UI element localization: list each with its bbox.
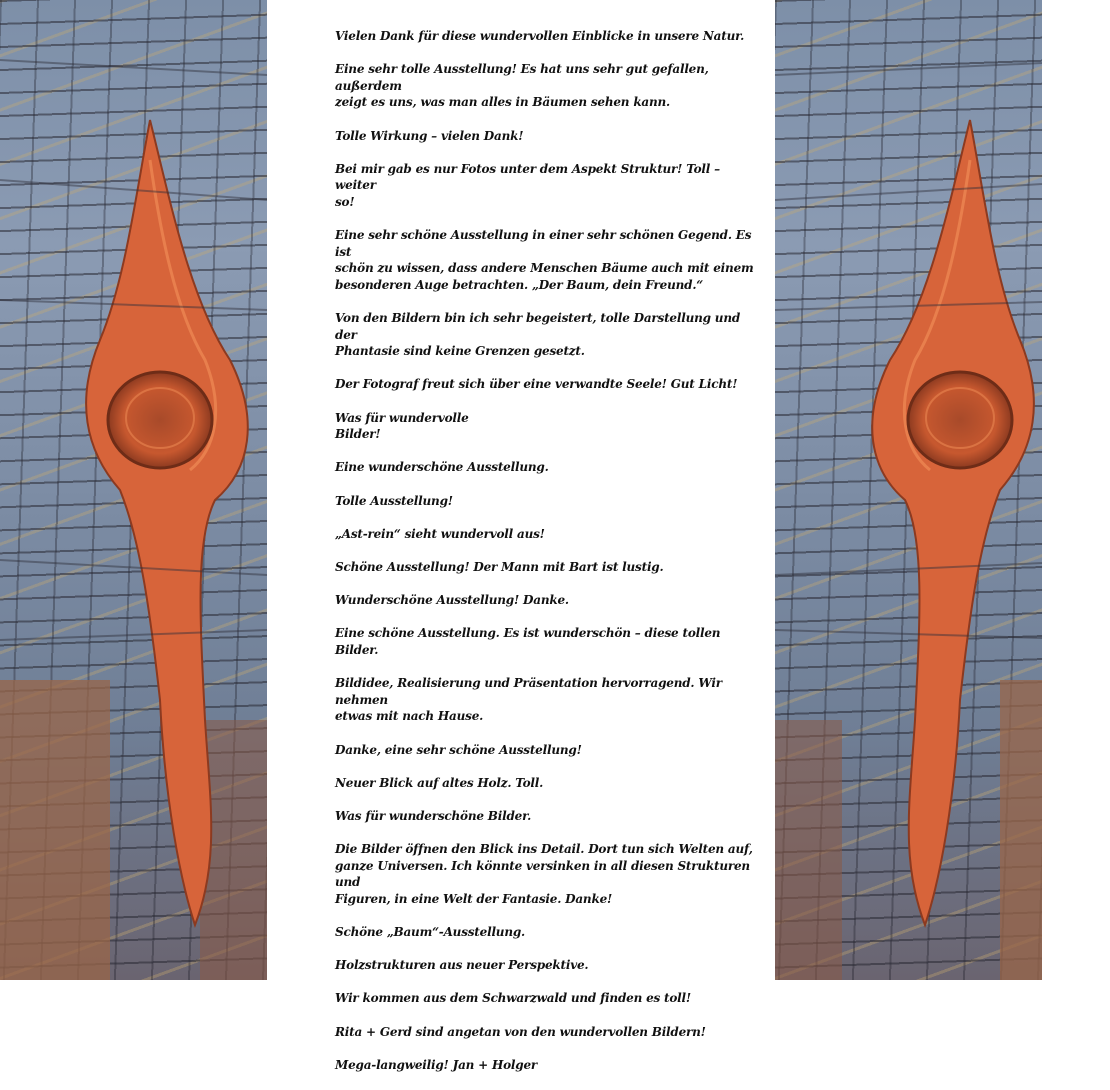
comment-item: Eine schöne Ausstellung. Es ist wunderschön – diese tollen Bilder.	[335, 626, 721, 657]
comment-item: Schöne „Baum“-Ausstellung.	[335, 925, 526, 940]
comment-item: Von den Bildern bin ich sehr begeistert, tolle Darstellung und der Phantasie sind keine Grenzen gesetzt.	[335, 311, 741, 359]
comment-list	[335, 28, 755, 1090]
guestbook-comments-panel	[267, 0, 775, 1072]
comment-item: Was für wunderschöne Bilder.	[335, 808, 532, 823]
comment-item: Wunderschöne Ausstellung! Danke.	[335, 593, 569, 608]
comment-item: Mega-langweilig! Jan + Holger	[335, 1057, 538, 1072]
comment-item: Tolle Ausstellung!	[335, 493, 453, 508]
tree-bark-knot-image-mirrored	[775, 0, 1042, 980]
bark-knot-graphic	[0, 0, 267, 980]
comment-item: Der Fotograf freut sich über eine verwandte Seele! Gut Licht!	[335, 377, 738, 392]
comment-item: Was für wundervolle Bilder!	[335, 410, 469, 442]
comment-item: Neuer Blick auf altes Holz. Toll.	[335, 775, 544, 790]
bark-knot-graphic-mirrored	[775, 0, 1042, 980]
comment-item: Bildidee, Realisierung und Präsentation hervorragend. Wir nehmen etwas mit nach Hause.	[335, 676, 722, 724]
comment-item: Holzstrukturen aus neuer Perspektive.	[335, 958, 589, 973]
comment-item: Eine sehr schöne Ausstellung in einer sehr schönen Gegend. Es ist schön zu wissen, dass andere Menschen Bäume auch mit einem besonderen Auge betrachten. „Der Baum, dein Freund.“	[335, 228, 754, 292]
comment-item: Danke, eine sehr schöne Ausstellung!	[335, 742, 582, 757]
comment-item: Die Bilder öffnen den Blick ins Detail. Dort tun sich Welten auf, ganze Universen. Ich könnte versinken in all diesen Strukturen und Figuren, in eine Welt der Fantasie. Danke!	[335, 842, 753, 906]
comment-item: Tolle Wirkung – vielen Dank!	[335, 128, 524, 143]
tree-bark-knot-image	[0, 0, 267, 980]
comment-item: Rita + Gerd sind angetan von den wundervollen Bildern!	[335, 1024, 706, 1039]
comment-item: Wir kommen aus dem Schwarzwald und finden es toll!	[335, 991, 691, 1006]
comment-item: Eine sehr tolle Ausstellung! Es hat uns sehr gut gefallen, außerdem zeigt es uns, was man alles in Bäumen sehen kann.	[335, 62, 709, 110]
comment-item: Eine wunderschöne Ausstellung.	[335, 460, 549, 475]
comment-item: Vielen Dank für diese wundervollen Einblicke in unsere Natur.	[335, 29, 745, 43]
comment-item: Bei mir gab es nur Fotos unter dem Aspekt Struktur! Toll – weiter so!	[335, 161, 720, 209]
comment-item: „Ast-rein“ sieht wundervoll aus!	[335, 526, 545, 541]
comment-item: Schöne Ausstellung! Der Mann mit Bart ist lustig.	[335, 560, 664, 574]
